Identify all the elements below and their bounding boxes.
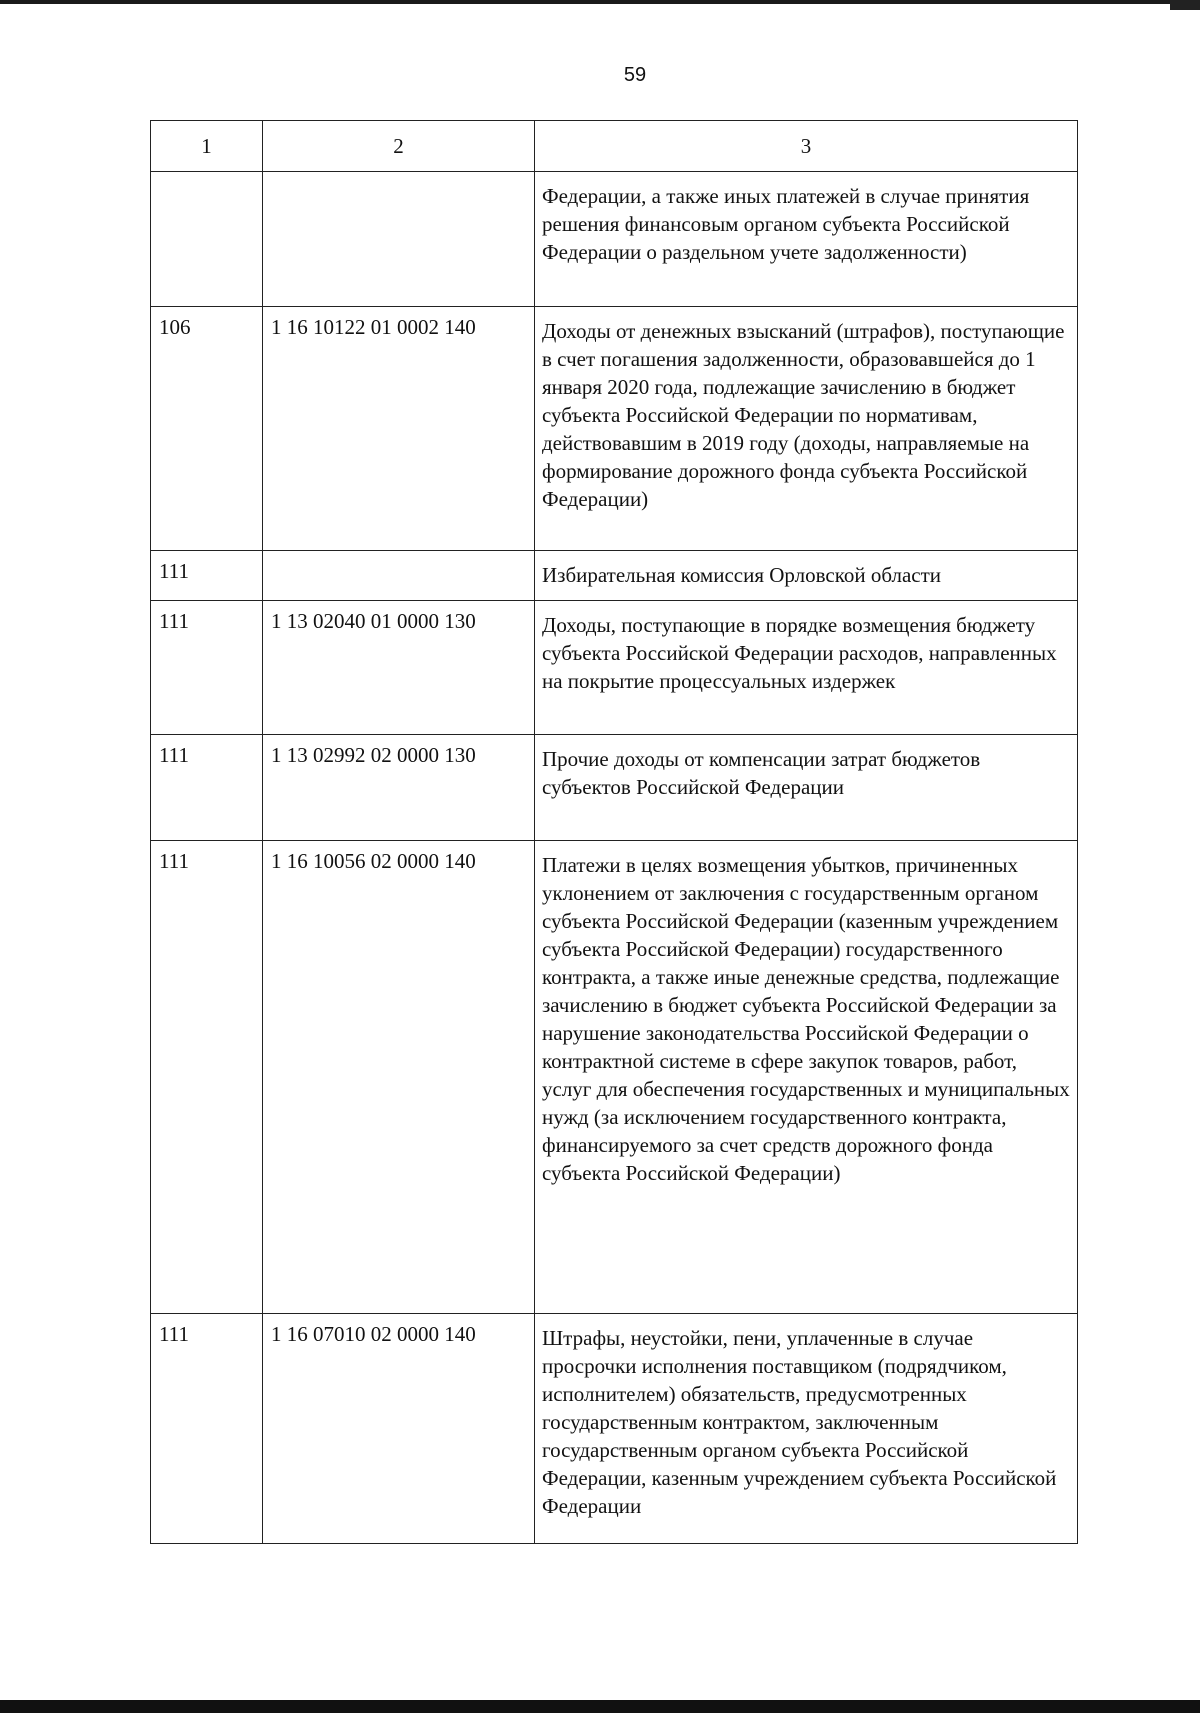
table-cell-description: Доходы, поступающие в порядке возмещения бюджету субъекта Российской Федерации расходов, направленных на покрытие процессуальных издержек bbox=[535, 601, 1078, 735]
table-row bbox=[151, 1314, 1078, 1544]
scan-edge-right-top bbox=[1170, 0, 1200, 10]
header-col-2: 2 bbox=[263, 121, 535, 172]
header-col-3: 3 bbox=[535, 121, 1078, 172]
table-cell-budget-code: 1 13 02040 01 0000 130 bbox=[263, 601, 535, 735]
table-header-row bbox=[151, 121, 1078, 172]
table-cell-budget-code: 1 16 10056 02 0000 140 bbox=[263, 841, 535, 1314]
table-row bbox=[151, 601, 1078, 735]
table-cell-admin-code: 111 bbox=[151, 1314, 263, 1544]
table-cell-budget-code bbox=[263, 551, 535, 601]
table-cell-description: Избирательная комиссия Орловской области bbox=[535, 551, 1078, 601]
table-cell-budget-code: 1 16 10122 01 0002 140 bbox=[263, 307, 535, 551]
table-row bbox=[151, 735, 1078, 841]
table-cell-description: Прочие доходы от компенсации затрат бюджетов субъектов Российской Федерации bbox=[535, 735, 1078, 841]
table-row bbox=[151, 172, 1078, 307]
table-cell-budget-code: 1 16 07010 02 0000 140 bbox=[263, 1314, 535, 1544]
table-cell-admin-code bbox=[151, 172, 263, 307]
table-cell-description: Федерации, а также иных платежей в случае принятия решения финансовым органом субъекта Российской Федерации о раздельном учете задолженности) bbox=[535, 172, 1078, 307]
table-cell-admin-code: 111 bbox=[151, 601, 263, 735]
table-row bbox=[151, 307, 1078, 551]
table-row bbox=[151, 841, 1078, 1314]
table-cell-admin-code: 111 bbox=[151, 551, 263, 601]
table-cell-budget-code: 1 13 02992 02 0000 130 bbox=[263, 735, 535, 841]
table-cell-admin-code: 111 bbox=[151, 735, 263, 841]
header-col-1: 1 bbox=[151, 121, 263, 172]
table-cell-description: Доходы от денежных взысканий (штрафов), поступающие в счет погашения задолженности, образовавшейся до 1 января 2020 года, подлежащие зачислению в бюджет субъекта Российской Федерации по нормативам, действовавшим в 2019 году (доходы, направляемые на формирование дорожного фонда субъекта Российской Федерации) bbox=[535, 307, 1078, 551]
table-cell-admin-code: 106 bbox=[151, 307, 263, 551]
table-cell-description: Штрафы, неустойки, пени, уплаченные в случае просрочки исполнения поставщиком (подрядчиком, исполнителем) обязательств, предусмотренных государственным контрактом, заключенным государственным органом субъекта Российской Федерации, казенным учреждением субъекта Российской Федерации bbox=[535, 1314, 1078, 1544]
scan-edge-bottom bbox=[0, 1700, 1200, 1713]
page-number: 59 bbox=[623, 64, 647, 86]
table-cell-admin-code: 111 bbox=[151, 841, 263, 1314]
budget-codes-table bbox=[150, 120, 1078, 1544]
table-cell-description: Платежи в целях возмещения убытков, причиненных уклонением от заключения с государственным органом субъекта Российской Федерации (казенным учреждением субъекта Российской Федерации) государственного контракта, а также иные денежные средства, подлежащие зачислению в бюджет субъекта Российской Федерации за нарушение законодательства Российской Федерации о контрактной системе в сфере закупок товаров, работ, услуг для обеспечения государственных и муниципальных нужд (за исключением государственного контракта, финансируемого за счет средств дорожного фонда субъекта Российской Федерации) bbox=[535, 841, 1078, 1314]
table-cell-budget-code bbox=[263, 172, 535, 307]
scan-edge-top bbox=[0, 0, 1200, 4]
table-row bbox=[151, 551, 1078, 601]
